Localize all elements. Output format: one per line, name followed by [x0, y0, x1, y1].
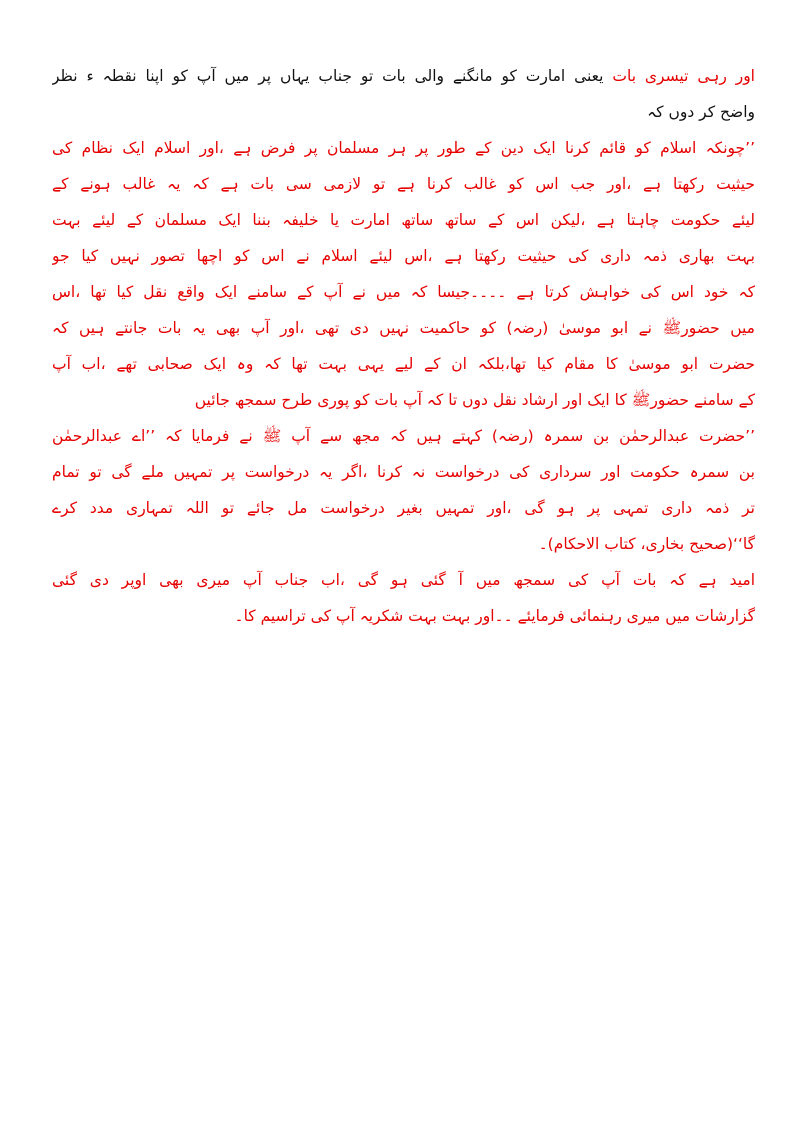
document-body [52, 58, 755, 634]
intro-highlight: اور رہی تیسری بات [612, 67, 755, 85]
body-line-2: حیثیت رکھتا ہے ،اور جب اس کو غالب کرنا ہے تو لازمی سی بات ہے کہ یہ غالب ہونے کے [52, 175, 755, 193]
body-line-6: میں حضورﷺ نے ابو موسیٰ (رضہ) کو حاکمیت نہیں دی تھی ،اور آپ بھی یہ بات جانتے ہیں کہ [52, 319, 755, 337]
body-line-4: بہت بھاری ذمہ داری کی حیثیت رکھتا ہے ،اس لیئے اسلام نے اس کو اچھا تصور نہیں کیا جو [52, 247, 755, 265]
body-line-7: حضرت ابو موسیٰ کا مقام کیا تھا،بلکہ ان کے لیے یہی بہت تھا کہ وہ ایک صحابی تھے ،اب آپ [52, 355, 755, 373]
hadith-line-3: تر ذمہ داری تمہی پر ہو گی ،اور تمہیں بغیر درخواست مل جائے تو اللہ تمہاری مدد کرے [52, 499, 755, 517]
closing-line-2: گزارشات میں میری رہنمائی فرمایئے ۔۔اور بہت بہت شکریہ آپ کی تراسیم کا۔ [234, 607, 755, 625]
hadith-line-4: گا‘‘(صحیح بخاری، کتاب الاحکام)۔ [538, 535, 755, 553]
intro-text: یعنی امارت کو مانگنے والی بات تو جناب یہاں پر میں آپ کو اپنا نقطہ ء نظر [52, 67, 613, 85]
body-line-1: ’’چونکہ اسلام کو قائم کرنا ایک دین کے طور پر ہر مسلمان پر فرض ہے ،اور اسلام ایک نظام کی [52, 139, 755, 157]
body-line-3: لیئے حکومت چاہتا ہے ،لیکن اس کے ساتھ ساتھ امارت یا خلیفہ بننا ایک مسلمان کے لیئے بہت [52, 211, 755, 229]
intro-line-1 [52, 58, 755, 94]
hadith-line-2: بن سمرہ حکومت اور سرداری کی درخواست نہ کرنا ،اگر یہ درخواست پر تمہیں ملے گی تو تمام [52, 463, 755, 481]
body-line-8: کے سامنے حضورﷺ کا ایک اور ارشاد نقل دوں تا کہ آپ بات کو پوری طرح سمجھ جائیں [194, 391, 755, 409]
closing-line-1: امید ہے کہ بات آپ کی سمجھ میں آ گئی ہو گی ،اب جناب آپ میری بھی اوپر دی گئی [52, 571, 755, 589]
hadith-line-1: ’’حضرت عبدالرحمٰن بن سمرہ (رضہ) کہتے ہیں کہ مجھ سے آپ ﷺ نے فرمایا کہ ’’اے عبدالرحمٰن [52, 427, 755, 445]
intro-line-2: واضح کر دوں کہ [647, 103, 755, 121]
body-line-5: کہ خود اس کی خواہش کرتا ہے ۔۔۔۔جیسا کہ میں نے آپ کے سامنے ایک واقع نقل کیا تھا ،اس [52, 283, 755, 301]
